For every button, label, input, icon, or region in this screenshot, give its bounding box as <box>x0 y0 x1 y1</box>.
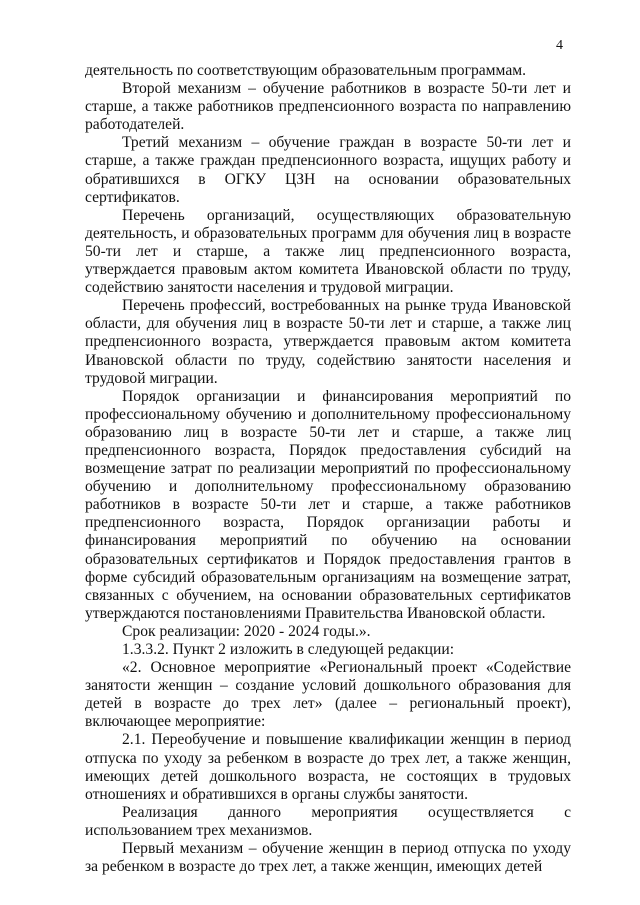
paragraph: Перечень профессий, востребованных на рынке труда Ивановской области, для обучения лиц в возрасте 50-ти лет и старше, а также лиц предпенсионного возраста, утверждается правовым актом комитета Ивановской области по труду, содействию занятости населения и трудовой миграции. <box>85 297 571 387</box>
paragraph: Реализация данного мероприятия осуществляется с использованием трех механизмов. <box>85 803 571 839</box>
paragraph: Порядок организации и финансирования мероприятий по профессиональному обучению и дополнительному профессиональному образованию лиц в возрасте 50-ти лет и старше, а также лиц предпенсионного возраста, Порядок предоставления субсидий на возмещение затрат по реализации мероприятий по профессиональному обучению и дополнительному профессиональному образованию работников в возрасте 50-ти лет и старше, а также работников предпенсионного возраста, Порядок организации работы и финансирования мероприятий по обучению на основании образовательных сертификатов и Порядок предоставления грантов в форме субсидий образовательным организациям на возмещение затрат, связанных с обучением, на основании образовательных сертификатов утверждаются постановлениями Правительства Ивановской области. <box>85 387 571 622</box>
paragraph: 2.1. Переобучение и повышение квалификации женщин в период отпуска по уходу за ребенком в возрасте до трех лет, а также женщин, имеющих детей дошкольного возраста, не состоящих в трудовых отношениях и обратившихся в органы службы занятости. <box>85 731 571 803</box>
paragraph: Срок реализации: 2020 - 2024 годы.». <box>122 622 371 640</box>
paragraph: Третий механизм – обучение граждан в возрасте 50-ти лет и старше, а также граждан предпенсионного возраста, ищущих работу и обратившихся в ОГКУ ЦЗН на основании образовательных сертификатов. <box>85 134 571 206</box>
paragraph: деятельность по соответствующим образовательным программам. <box>85 62 527 79</box>
document-body <box>85 62 571 876</box>
paragraph: Первый механизм – обучение женщин в период отпуска по уходу за ребенком в возрасте до трех лет, а также женщин, имеющих детей <box>85 840 571 876</box>
paragraph: Второй механизм – обучение работников в возрасте 50-ти лет и старше, а также работников предпенсионного возраста по направлению работодателей. <box>85 80 571 134</box>
paragraph: Перечень организаций, осуществляющих образовательную деятельность, и образовательных программ для обучения лиц в возрасте 50-ти лет и старше, а также лиц предпенсионного возраста, утверждается правовым актом комитета Ивановской области по труду, содействию занятости населения и трудовой миграции. <box>85 206 571 297</box>
paragraph: «2. Основное мероприятие «Региональный проект «Содействие занятости женщин – создание условий дошкольного образования для детей в возрасте до трех лет» (далее – региональный проект), включающее мероприятие: <box>85 659 571 731</box>
page-number: 4 <box>556 38 563 53</box>
paragraph: 1.3.3.2. Пункт 2 изложить в следующей редакции: <box>122 641 455 658</box>
